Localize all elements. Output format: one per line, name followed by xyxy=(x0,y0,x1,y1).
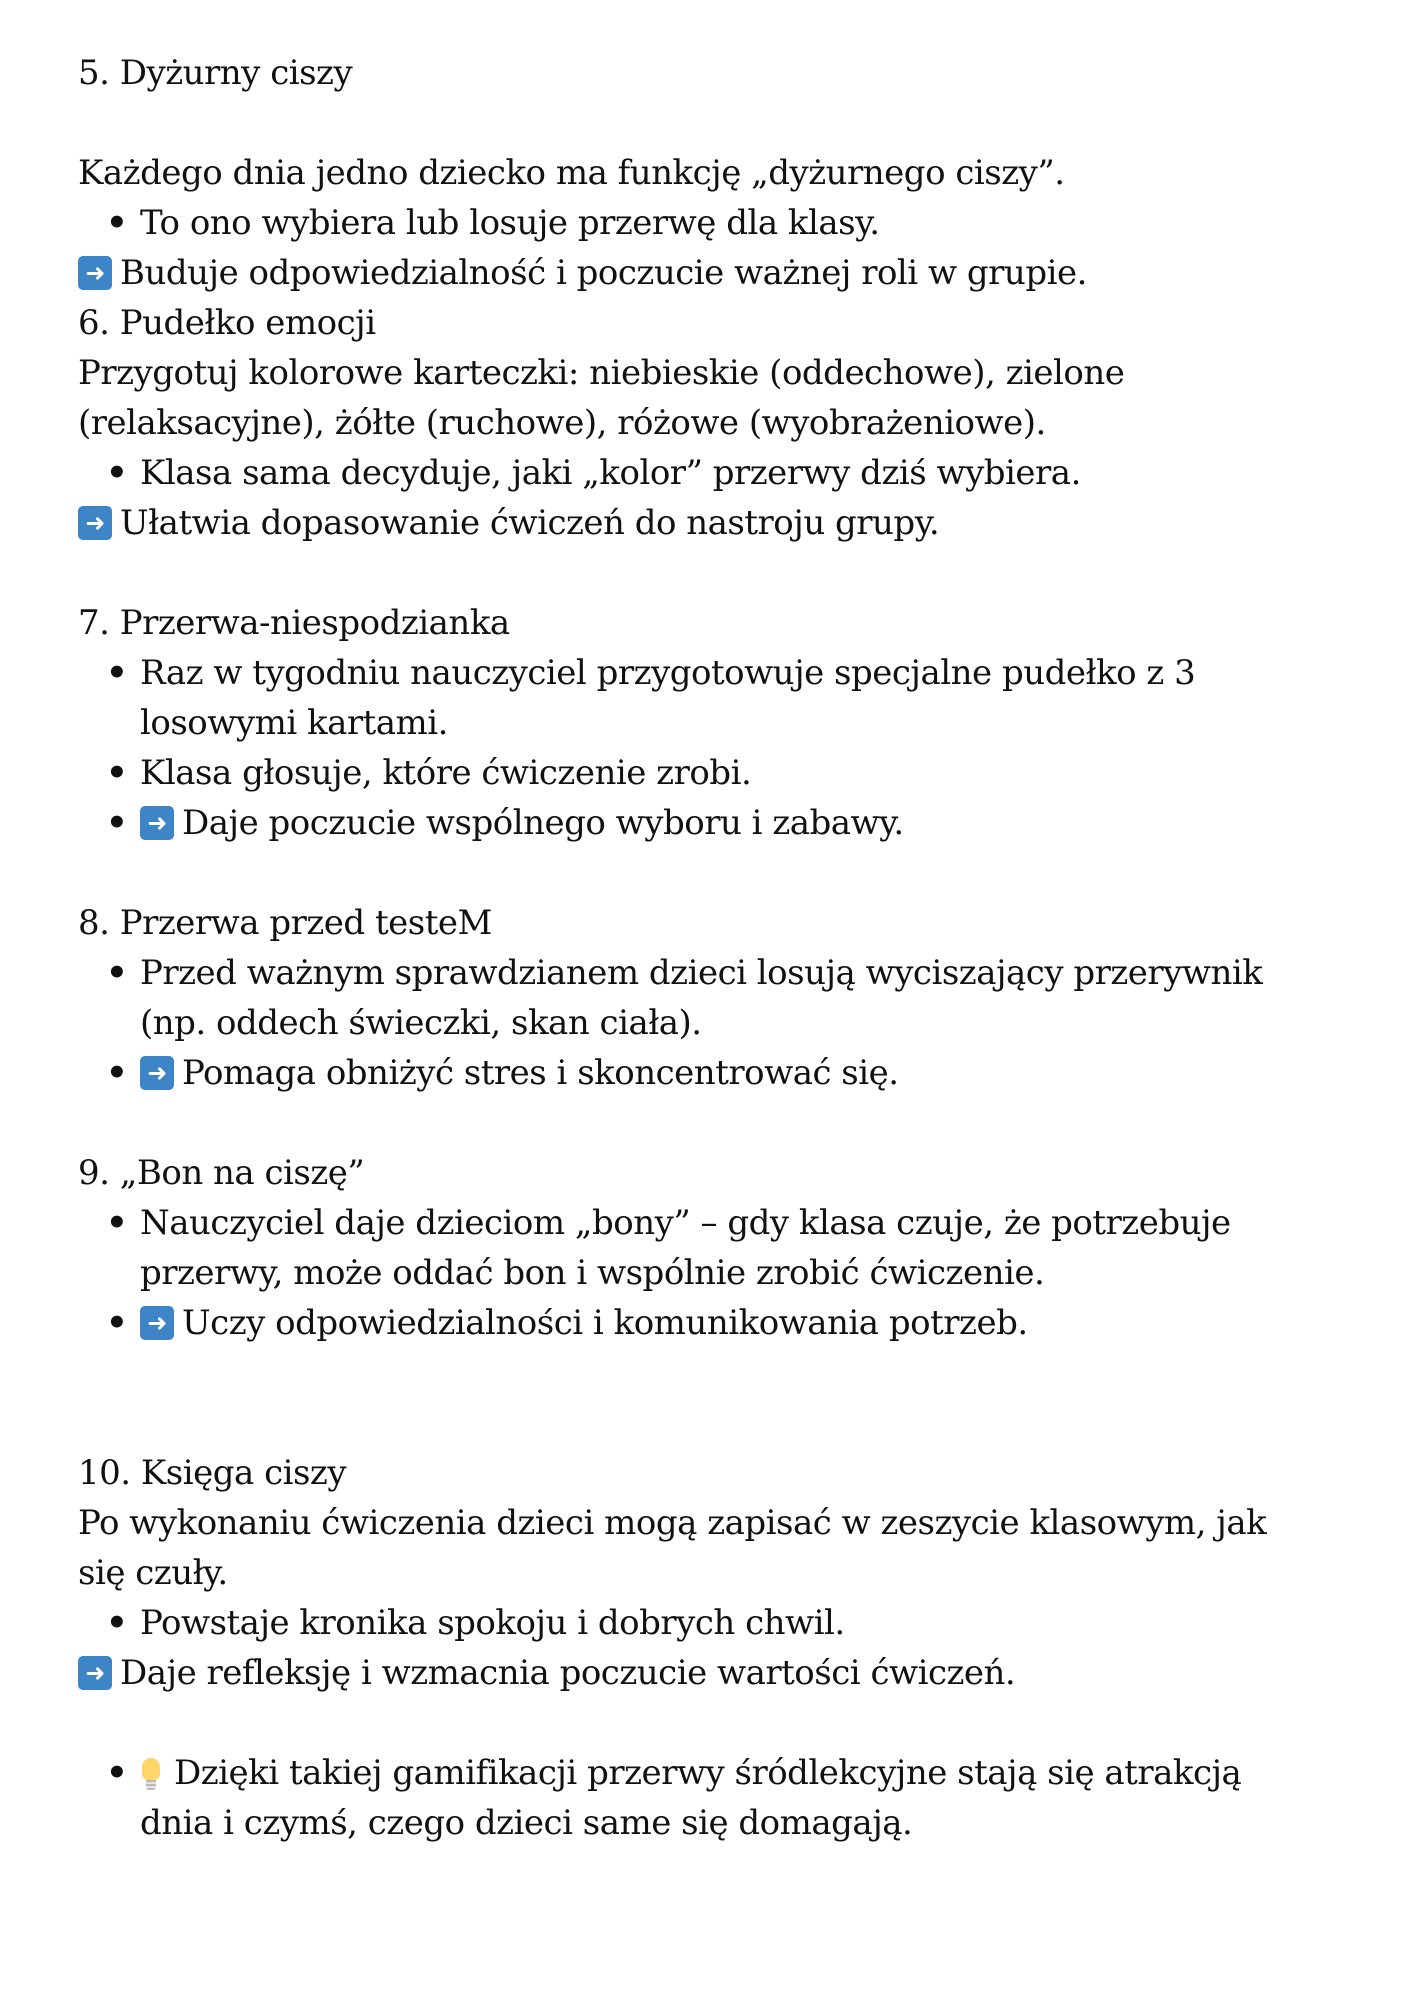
bullet-icon: • xyxy=(106,1053,128,1093)
list-item xyxy=(78,448,1338,498)
bullet-icon: • xyxy=(106,1203,128,1243)
list-item xyxy=(78,648,1336,748)
section-8-bullet-1: Przed ważnym sprawdzianem dzieci losują wyciszający przerywnik (np. oddech świeczki, skan ciała). xyxy=(140,953,1263,1043)
section-6-bullet: Klasa sama decyduje, jaki „kolor” przerwy dziś wybiera. xyxy=(140,453,1081,493)
closing-item xyxy=(78,1748,1306,1848)
benefit-line xyxy=(78,248,1338,298)
right-arrow-icon: ➜ xyxy=(78,256,112,290)
benefit-line xyxy=(140,1298,1338,1348)
list-item xyxy=(78,798,1338,848)
benefit-line xyxy=(78,498,1338,548)
section-10-bullet: Powstaje kronika spokoju i dobrych chwil. xyxy=(140,1603,845,1643)
benefit-line xyxy=(78,1648,1338,1698)
list-item xyxy=(78,748,1338,798)
section-5-intro: Każdego dnia jedno dziecko ma funkcję „dyżurnego ciszy”. xyxy=(78,153,1065,193)
bullet-icon: • xyxy=(106,953,128,993)
bullet-icon: • xyxy=(106,1603,128,1643)
section-10-intro: Po wykonaniu ćwiczenia dzieci mogą zapisać w zeszycie klasowym, jak się czuły. xyxy=(78,1503,1267,1593)
closing-text: Dzięki takiej gamifikacji przerwy śródlekcyjne stają się atrakcją dnia i czymś, czego dzieci same się domagają. xyxy=(140,1753,1242,1843)
list-item xyxy=(78,948,1336,1048)
section-6-benefit: Ułatwia dopasowanie ćwiczeń do nastroju grupy. xyxy=(120,503,940,543)
section-6-intro: Przygotuj kolorowe karteczki: niebieskie (oddechowe), zielone (relaksacyjne), żółte (ruchowe), różowe (wyobrażeniowe). xyxy=(78,353,1125,443)
section-5-bullet: To ono wybiera lub losuje przerwę dla klasy. xyxy=(140,203,880,243)
benefit-line xyxy=(140,1048,1338,1098)
section-7-title: 7. Przerwa-niespodzianka xyxy=(78,603,510,643)
right-arrow-icon: ➜ xyxy=(78,506,112,540)
section-9-benefit: Uczy odpowiedzialności i komunikowania potrzeb. xyxy=(182,1303,1028,1343)
section-5-title: 5. Dyżurny ciszy xyxy=(78,53,353,93)
lightbulb-icon xyxy=(140,1758,162,1792)
list-item xyxy=(78,1048,1338,1098)
bullet-icon: • xyxy=(106,1753,128,1793)
document-page xyxy=(78,48,1338,1848)
bullet-icon: • xyxy=(106,203,128,243)
section-7-bullet-2: Klasa głosuje, które ćwiczenie zrobi. xyxy=(140,753,752,793)
right-arrow-icon: ➜ xyxy=(140,806,174,840)
section-5-benefit: Buduje odpowiedzialność i poczucie ważnej roli w grupie. xyxy=(120,253,1087,293)
list-item xyxy=(78,1298,1338,1348)
bullet-icon: • xyxy=(106,1303,128,1343)
section-8-benefit: Pomaga obniżyć stres i skoncentrować się. xyxy=(182,1053,899,1093)
bullet-icon: • xyxy=(106,453,128,493)
list-item xyxy=(78,1198,1276,1298)
right-arrow-icon: ➜ xyxy=(78,1656,112,1690)
bullet-icon: • xyxy=(106,753,128,793)
section-7-bullet-1: Raz w tygodniu nauczyciel przygotowuje specjalne pudełko z 3 losowymi kartami. xyxy=(140,653,1196,743)
section-9-bullet-1: Nauczyciel daje dzieciom „bony” – gdy klasa czuje, że potrzebuje przerwy, może oddać bon i wspólnie zrobić ćwiczenie. xyxy=(140,1203,1231,1293)
section-6-title: 6. Pudełko emocji xyxy=(78,303,376,343)
bullet-icon: • xyxy=(106,803,128,843)
bullet-icon: • xyxy=(106,653,128,693)
section-10-benefit: Daje refleksję i wzmacnia poczucie wartości ćwiczeń. xyxy=(120,1653,1016,1693)
right-arrow-icon: ➜ xyxy=(140,1056,174,1090)
right-arrow-icon: ➜ xyxy=(140,1306,174,1340)
list-item xyxy=(78,1598,1338,1648)
section-7-benefit: Daje poczucie wspólnego wyboru i zabawy. xyxy=(182,803,904,843)
section-8-title: 8. Przerwa przed testeM xyxy=(78,903,492,943)
section-10-title: 10. Księga ciszy xyxy=(78,1453,347,1493)
list-item xyxy=(78,198,1338,248)
benefit-line xyxy=(140,798,1338,848)
section-9-title: 9. „Bon na ciszę” xyxy=(78,1153,365,1193)
